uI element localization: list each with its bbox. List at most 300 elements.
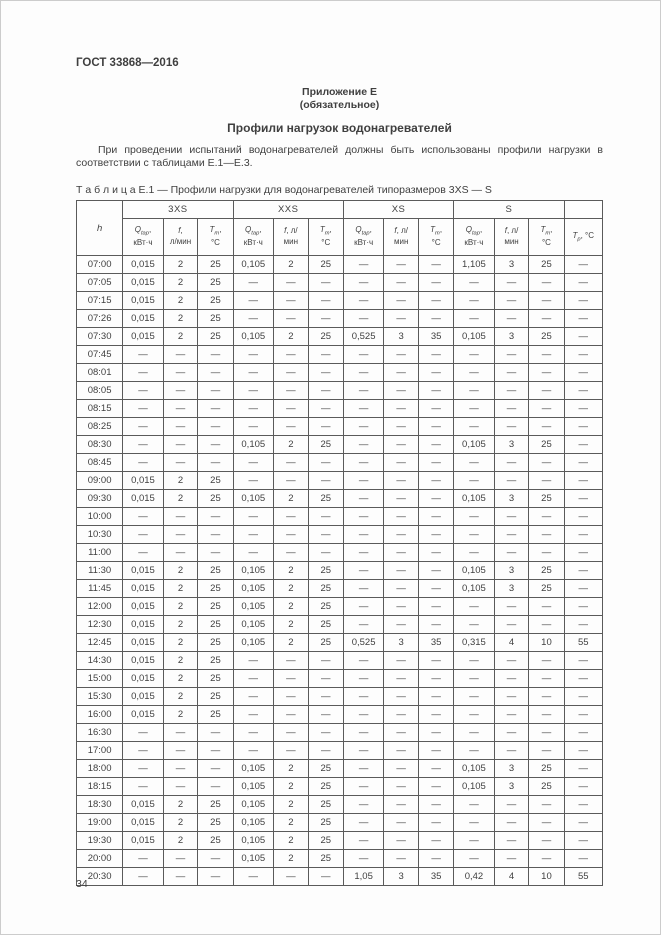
value-cell: —	[123, 724, 163, 742]
value-cell: —	[564, 742, 602, 760]
value-cell: 25	[308, 328, 343, 346]
value-cell: —	[233, 670, 273, 688]
time-cell: 19:30	[77, 832, 123, 850]
value-cell: 0,315	[454, 634, 494, 652]
value-cell: —	[343, 688, 383, 706]
value-cell: —	[564, 778, 602, 796]
value-cell: —	[454, 346, 494, 364]
value-cell: —	[494, 274, 529, 292]
value-cell: —	[564, 256, 602, 274]
table-row	[77, 760, 603, 778]
value-cell: —	[419, 796, 454, 814]
value-cell: —	[529, 670, 564, 688]
value-cell: —	[494, 526, 529, 544]
time-cell: 12:30	[77, 616, 123, 634]
value-cell: 0,015	[123, 814, 163, 832]
value-cell: —	[163, 508, 198, 526]
value-cell: —	[564, 688, 602, 706]
value-cell: —	[308, 274, 343, 292]
value-cell: —	[564, 706, 602, 724]
value-cell: —	[163, 724, 198, 742]
value-cell: 25	[198, 814, 233, 832]
value-cell: 0,105	[454, 328, 494, 346]
value-cell: —	[343, 562, 383, 580]
page-title: Профили нагрузок водонагревателей	[227, 121, 452, 135]
value-cell: —	[419, 418, 454, 436]
value-cell: —	[529, 472, 564, 490]
table-row	[77, 688, 603, 706]
value-cell: —	[233, 310, 273, 328]
time-cell: 16:00	[77, 706, 123, 724]
value-cell: 2	[163, 706, 198, 724]
table-caption	[76, 184, 603, 196]
value-cell: —	[454, 832, 494, 850]
value-cell: —	[529, 688, 564, 706]
value-cell: —	[308, 292, 343, 310]
value-cell: —	[529, 652, 564, 670]
value-cell: —	[564, 472, 602, 490]
value-cell: —	[564, 382, 602, 400]
value-cell: —	[419, 778, 454, 796]
value-cell: —	[233, 400, 273, 418]
value-cell: —	[564, 526, 602, 544]
value-cell: 10	[529, 634, 564, 652]
value-cell: —	[274, 364, 309, 382]
value-cell: 2	[163, 616, 198, 634]
value-cell: —	[198, 850, 233, 868]
value-cell: 25	[198, 832, 233, 850]
header-row-groups	[77, 201, 603, 219]
value-cell: —	[494, 832, 529, 850]
value-cell: —	[233, 742, 273, 760]
value-cell: —	[564, 508, 602, 526]
value-cell: —	[529, 706, 564, 724]
value-cell: —	[123, 400, 163, 418]
value-cell: 2	[274, 796, 309, 814]
col-header-flow-rate-XS: f, л/ мин	[384, 219, 419, 256]
value-cell: 0,105	[233, 850, 273, 868]
value-cell: —	[454, 598, 494, 616]
value-cell: —	[308, 742, 343, 760]
value-cell: 0,105	[233, 832, 273, 850]
value-cell: 25	[529, 328, 564, 346]
value-cell: 25	[198, 796, 233, 814]
value-cell: 2	[274, 256, 309, 274]
value-cell: 0,105	[233, 490, 273, 508]
value-cell: —	[494, 688, 529, 706]
value-cell: —	[384, 580, 419, 598]
value-cell: 25	[308, 814, 343, 832]
doc-number: ГОСТ 33868—2016	[76, 57, 179, 69]
value-cell: —	[123, 526, 163, 544]
value-cell: 2	[163, 256, 198, 274]
value-cell: 0,015	[123, 274, 163, 292]
value-cell: —	[343, 760, 383, 778]
value-cell: —	[384, 616, 419, 634]
value-cell: —	[343, 454, 383, 472]
value-cell: —	[529, 418, 564, 436]
value-cell: —	[274, 670, 309, 688]
value-cell: 25	[198, 688, 233, 706]
value-cell: —	[454, 274, 494, 292]
value-cell: —	[529, 814, 564, 832]
table-row	[77, 400, 603, 418]
value-cell: —	[564, 454, 602, 472]
value-cell: —	[308, 868, 343, 886]
value-cell: —	[343, 292, 383, 310]
value-cell: —	[494, 670, 529, 688]
value-cell: —	[494, 706, 529, 724]
value-cell: 25	[198, 256, 233, 274]
value-cell: —	[454, 310, 494, 328]
value-cell: —	[343, 544, 383, 562]
value-cell: —	[419, 256, 454, 274]
time-cell: 08:01	[77, 364, 123, 382]
value-cell: —	[274, 868, 309, 886]
value-cell: —	[564, 832, 602, 850]
value-cell: —	[308, 724, 343, 742]
value-cell: —	[198, 742, 233, 760]
value-cell: 2	[163, 580, 198, 598]
value-cell: —	[343, 274, 383, 292]
time-cell: 18:15	[77, 778, 123, 796]
value-cell: —	[163, 544, 198, 562]
value-cell: —	[419, 616, 454, 634]
value-cell: —	[343, 490, 383, 508]
value-cell: 0,015	[123, 706, 163, 724]
value-cell: —	[198, 544, 233, 562]
value-cell: —	[384, 508, 419, 526]
col-group-XXS: XXS	[233, 201, 343, 219]
value-cell: —	[419, 490, 454, 508]
time-cell: 10:00	[77, 508, 123, 526]
value-cell: —	[564, 490, 602, 508]
value-cell: —	[343, 346, 383, 364]
value-cell: —	[233, 652, 273, 670]
value-cell: —	[123, 382, 163, 400]
value-cell: 0,525	[343, 634, 383, 652]
value-cell: —	[419, 832, 454, 850]
value-cell: 25	[308, 256, 343, 274]
value-cell: —	[308, 688, 343, 706]
appendix-heading: Приложение Е	[302, 86, 377, 98]
value-cell: —	[343, 706, 383, 724]
col-header-flow-rate-XXS: f, л/ мин	[274, 219, 309, 256]
value-cell: —	[564, 310, 602, 328]
table-row	[77, 742, 603, 760]
value-cell: —	[529, 796, 564, 814]
col-header-q-tap-XXS: $Q_{tap}$, кВт·ч	[233, 219, 273, 256]
value-cell: —	[343, 832, 383, 850]
value-cell: 0,105	[454, 778, 494, 796]
table-row	[77, 778, 603, 796]
time-cell: 08:25	[77, 418, 123, 436]
value-cell: —	[233, 364, 273, 382]
value-cell: 2	[274, 562, 309, 580]
value-cell: —	[274, 418, 309, 436]
value-cell: —	[274, 274, 309, 292]
value-cell: —	[123, 508, 163, 526]
value-cell: —	[308, 706, 343, 724]
value-cell: —	[494, 742, 529, 760]
value-cell: —	[564, 724, 602, 742]
value-cell: —	[454, 454, 494, 472]
value-cell: —	[419, 598, 454, 616]
value-cell: 3	[384, 634, 419, 652]
value-cell: —	[529, 724, 564, 742]
value-cell: —	[454, 472, 494, 490]
value-cell: 25	[308, 562, 343, 580]
load-profiles-table	[76, 200, 603, 886]
value-cell: —	[384, 274, 419, 292]
value-cell: 25	[529, 490, 564, 508]
value-cell: —	[198, 526, 233, 544]
value-cell: —	[308, 364, 343, 382]
table-row	[77, 526, 603, 544]
value-cell: 2	[274, 328, 309, 346]
value-cell: —	[454, 850, 494, 868]
value-cell: —	[343, 616, 383, 634]
time-cell: 08:30	[77, 436, 123, 454]
value-cell: —	[384, 562, 419, 580]
value-cell: 25	[308, 796, 343, 814]
value-cell: 25	[198, 634, 233, 652]
value-cell: —	[163, 382, 198, 400]
table-row	[77, 436, 603, 454]
value-cell: —	[384, 292, 419, 310]
value-cell: 2	[163, 814, 198, 832]
value-cell: —	[123, 454, 163, 472]
header-row-subcols	[77, 219, 603, 256]
table-row	[77, 346, 603, 364]
value-cell: —	[529, 544, 564, 562]
value-cell: 0,105	[233, 814, 273, 832]
value-cell: —	[198, 724, 233, 742]
value-cell: —	[419, 436, 454, 454]
value-cell: —	[529, 616, 564, 634]
table-row	[77, 868, 603, 886]
value-cell: —	[343, 364, 383, 382]
value-cell: 0,015	[123, 562, 163, 580]
value-cell: 2	[163, 832, 198, 850]
value-cell: —	[564, 544, 602, 562]
table-row	[77, 670, 603, 688]
value-cell: —	[454, 364, 494, 382]
value-cell: 2	[274, 760, 309, 778]
table-row	[77, 580, 603, 598]
value-cell: —	[343, 778, 383, 796]
value-cell: —	[564, 346, 602, 364]
value-cell: —	[384, 598, 419, 616]
value-cell: 2	[274, 814, 309, 832]
value-cell: —	[123, 346, 163, 364]
value-cell: 0,015	[123, 472, 163, 490]
value-cell: —	[198, 436, 233, 454]
value-cell: —	[233, 688, 273, 706]
value-cell: 0,015	[123, 796, 163, 814]
value-cell: —	[419, 454, 454, 472]
value-cell: —	[274, 742, 309, 760]
value-cell: 10	[529, 868, 564, 886]
value-cell: —	[564, 850, 602, 868]
value-cell: 55	[564, 634, 602, 652]
time-cell: 07:00	[77, 256, 123, 274]
value-cell: —	[494, 544, 529, 562]
col-header-flow-rate-S: f, л/ мин	[494, 219, 529, 256]
value-cell: 0,015	[123, 616, 163, 634]
value-cell: 25	[198, 472, 233, 490]
value-cell: 4	[494, 634, 529, 652]
value-cell: —	[419, 688, 454, 706]
value-cell: —	[529, 850, 564, 868]
value-cell: —	[454, 688, 494, 706]
value-cell: —	[494, 850, 529, 868]
value-cell: 0,105	[454, 580, 494, 598]
value-cell: —	[343, 652, 383, 670]
value-cell: —	[384, 544, 419, 562]
table-row	[77, 634, 603, 652]
value-cell: 2	[274, 832, 309, 850]
value-cell: —	[384, 526, 419, 544]
value-cell: —	[494, 796, 529, 814]
value-cell: 2	[163, 490, 198, 508]
value-cell: —	[274, 292, 309, 310]
value-cell: —	[529, 508, 564, 526]
value-cell: —	[163, 778, 198, 796]
value-cell: —	[419, 814, 454, 832]
table-row	[77, 814, 603, 832]
value-cell: —	[419, 526, 454, 544]
value-cell: —	[233, 382, 273, 400]
value-cell: —	[454, 796, 494, 814]
value-cell: —	[274, 652, 309, 670]
time-cell: 08:15	[77, 400, 123, 418]
value-cell: —	[308, 508, 343, 526]
value-cell: 0,015	[123, 634, 163, 652]
time-cell: 18:30	[77, 796, 123, 814]
col-header-q-tap-XS: $Q_{tap}$, кВт·ч	[343, 219, 383, 256]
table-row	[77, 652, 603, 670]
value-cell: —	[198, 346, 233, 364]
page-number: 34	[76, 878, 88, 890]
col-header-q-tap-S: $Q_{tap}$, кВт·ч	[454, 219, 494, 256]
table-row	[77, 706, 603, 724]
value-cell: —	[308, 544, 343, 562]
value-cell: 0,015	[123, 598, 163, 616]
value-cell: —	[419, 346, 454, 364]
col-header-flow-rate-3XS: f, л/мин	[163, 219, 198, 256]
value-cell: —	[343, 814, 383, 832]
value-cell: 1,05	[343, 868, 383, 886]
value-cell: —	[274, 454, 309, 472]
value-cell: —	[419, 580, 454, 598]
value-cell: 0,015	[123, 490, 163, 508]
value-cell: —	[308, 418, 343, 436]
table-row	[77, 454, 603, 472]
value-cell: —	[198, 382, 233, 400]
value-cell: —	[123, 436, 163, 454]
value-cell: —	[274, 706, 309, 724]
value-cell: —	[564, 562, 602, 580]
value-cell: 25	[308, 616, 343, 634]
value-cell: —	[308, 454, 343, 472]
value-cell: —	[454, 508, 494, 526]
value-cell: —	[198, 868, 233, 886]
value-cell: —	[564, 436, 602, 454]
value-cell: —	[454, 544, 494, 562]
page-content	[76, 1, 603, 886]
value-cell: —	[419, 706, 454, 724]
value-cell: —	[564, 274, 602, 292]
table-caption-text: — Профили нагрузки для водонагревателей типоразмеров 3XS — S	[154, 184, 492, 197]
value-cell: —	[233, 706, 273, 724]
value-cell: 0,105	[454, 436, 494, 454]
value-cell: 2	[163, 670, 198, 688]
value-cell: —	[529, 364, 564, 382]
value-cell: 2	[163, 634, 198, 652]
value-cell: 2	[163, 598, 198, 616]
value-cell: —	[163, 346, 198, 364]
table-row	[77, 724, 603, 742]
table-row	[77, 328, 603, 346]
value-cell: 0,105	[233, 328, 273, 346]
value-cell: 0,105	[233, 796, 273, 814]
value-cell: 3	[494, 760, 529, 778]
value-cell: —	[529, 742, 564, 760]
value-cell: —	[343, 436, 383, 454]
value-cell: 2	[274, 850, 309, 868]
value-cell: 25	[308, 490, 343, 508]
value-cell: 25	[308, 850, 343, 868]
value-cell: —	[529, 382, 564, 400]
value-cell: —	[494, 346, 529, 364]
value-cell: 2	[163, 688, 198, 706]
value-cell: 3	[384, 328, 419, 346]
appendix-note: (обязательное)	[299, 99, 380, 111]
value-cell: —	[233, 274, 273, 292]
value-cell: 3	[494, 256, 529, 274]
value-cell: —	[233, 472, 273, 490]
value-cell: —	[454, 652, 494, 670]
value-cell: —	[384, 850, 419, 868]
table-row	[77, 562, 603, 580]
value-cell: 55	[564, 868, 602, 886]
value-cell: —	[233, 508, 273, 526]
value-cell: —	[343, 382, 383, 400]
value-cell: 35	[419, 634, 454, 652]
value-cell: —	[308, 310, 343, 328]
table-row	[77, 598, 603, 616]
col-group-XS: XS	[343, 201, 453, 219]
time-cell: 20:00	[77, 850, 123, 868]
value-cell: —	[419, 472, 454, 490]
value-cell: —	[384, 814, 419, 832]
value-cell: —	[233, 724, 273, 742]
value-cell: —	[274, 688, 309, 706]
value-cell: —	[163, 868, 198, 886]
value-cell: —	[454, 724, 494, 742]
table-row	[77, 490, 603, 508]
value-cell: —	[123, 364, 163, 382]
value-cell: 0,105	[233, 598, 273, 616]
table-row	[77, 382, 603, 400]
value-cell: 0,525	[343, 328, 383, 346]
value-cell: —	[384, 670, 419, 688]
value-cell: 25	[198, 598, 233, 616]
table-row	[77, 850, 603, 868]
value-cell: —	[454, 418, 494, 436]
value-cell: —	[308, 346, 343, 364]
